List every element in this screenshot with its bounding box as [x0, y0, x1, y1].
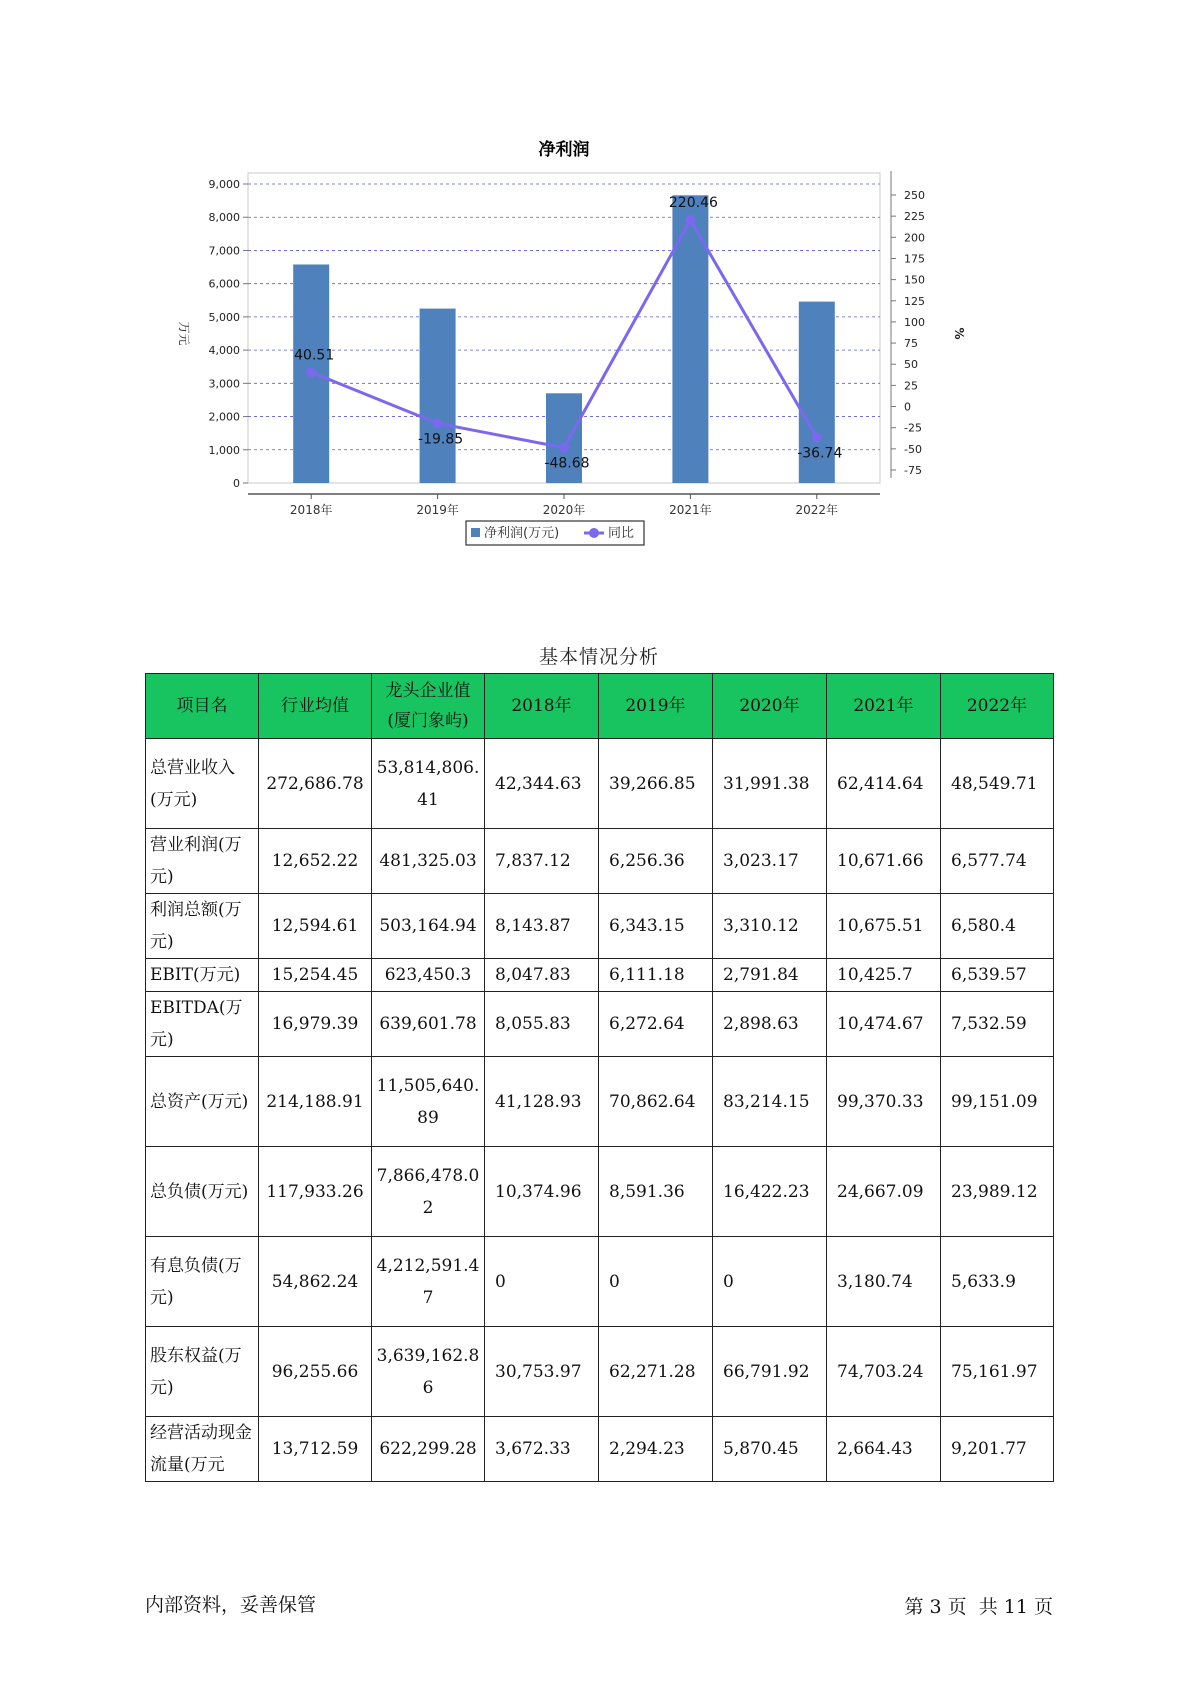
y-tick-label: 5,000 — [208, 310, 240, 324]
x-tick-label: 2021年 — [669, 503, 712, 517]
value-cell: 15,254.45 — [259, 959, 372, 992]
value-cell: 42,344.63 — [485, 739, 599, 829]
table-row — [146, 829, 1054, 894]
value-cell: 0 — [599, 1237, 713, 1327]
yoy-point — [306, 367, 316, 377]
value-cell: 23,989.12 — [941, 1147, 1054, 1237]
value-cell: 66,791.92 — [713, 1327, 827, 1417]
y-tick-label: 0 — [233, 477, 240, 490]
value-cell: 10,374.96 — [485, 1147, 599, 1237]
bar — [672, 195, 708, 483]
table-header-cell: 2019年 — [599, 674, 713, 739]
y-tick-label: 3,000 — [208, 377, 240, 391]
value-cell: 6,577.74 — [941, 829, 1054, 894]
value-cell: 0 — [713, 1237, 827, 1327]
value-cell: 3,180.74 — [827, 1237, 941, 1327]
value-cell: 3,310.12 — [713, 894, 827, 959]
value-cell: 6,111.18 — [599, 959, 713, 992]
value-cell: 13,712.59 — [259, 1417, 372, 1482]
value-cell: 10,425.7 — [827, 959, 941, 992]
yoy-data-label: -36.74 — [797, 445, 843, 462]
value-cell: 7,837.12 — [485, 829, 599, 894]
value-cell: 6,580.4 — [941, 894, 1054, 959]
row-label-cell: 总资产(万元) — [146, 1057, 259, 1147]
value-cell: 10,474.67 — [827, 992, 941, 1057]
value-cell: 12,652.22 — [259, 829, 372, 894]
table-header-row — [146, 674, 1054, 739]
x-tick-label: 2020年 — [542, 503, 586, 517]
value-cell: 31,991.38 — [713, 739, 827, 829]
row-label-cell: 经营活动现金流量(万元 — [146, 1417, 259, 1482]
value-cell: 30,753.97 — [485, 1327, 599, 1417]
value-cell: 117,933.26 — [259, 1147, 372, 1237]
y2-tick-label: 25 — [904, 379, 918, 393]
bar — [420, 309, 456, 483]
value-cell: 214,188.91 — [259, 1057, 372, 1147]
table-header-cell: 2022年 — [941, 674, 1054, 739]
value-cell: 10,671.66 — [827, 829, 941, 894]
value-cell: 6,272.64 — [599, 992, 713, 1057]
value-cell: 5,633.9 — [941, 1237, 1054, 1327]
y2-tick-label: 0 — [904, 400, 911, 414]
value-cell: 2,294.23 — [599, 1417, 713, 1482]
value-cell: 11,505,640.89 — [372, 1057, 485, 1147]
value-cell: 0 — [485, 1237, 599, 1327]
table-row — [146, 959, 1054, 992]
net-profit-chart — [170, 135, 970, 595]
y2-tick-label: 250 — [904, 189, 925, 202]
value-cell: 6,539.57 — [941, 959, 1054, 992]
table-header-cell: 2020年 — [713, 674, 827, 739]
value-cell: 7,866,478.02 — [372, 1147, 485, 1237]
row-label-cell: 有息负债(万元) — [146, 1237, 259, 1327]
value-cell: 48,549.71 — [941, 739, 1054, 829]
table-row — [146, 894, 1054, 959]
row-label-cell: 股东权益(万元) — [146, 1327, 259, 1417]
y-tick-label: 4,000 — [208, 344, 240, 358]
value-cell: 70,862.64 — [599, 1057, 713, 1147]
y2-tick-label: -25 — [904, 421, 922, 435]
y2-tick-label: 100 — [904, 315, 925, 329]
value-cell: 272,686.78 — [259, 739, 372, 829]
value-cell: 8,055.83 — [485, 992, 599, 1057]
chart-svg — [170, 135, 970, 595]
value-cell: 24,667.09 — [827, 1147, 941, 1237]
y2-tick-label: -75 — [904, 464, 922, 477]
table-title: 基本情况分析 — [538, 646, 659, 668]
value-cell: 6,256.36 — [599, 829, 713, 894]
value-cell: 54,862.24 — [259, 1237, 372, 1327]
value-cell: 96,255.66 — [259, 1327, 372, 1417]
y2-tick-label: 125 — [904, 294, 925, 308]
legend-line-label: 同比 — [608, 526, 635, 541]
y2-axis-label: % — [952, 327, 966, 340]
legend-line-marker — [589, 528, 599, 538]
yoy-point — [685, 215, 695, 225]
yoy-data-label: -19.85 — [418, 431, 464, 448]
yoy-data-label: 40.51 — [294, 347, 335, 364]
table-header-cell: 项目名 — [146, 674, 259, 739]
chart-title: 净利润 — [538, 140, 590, 160]
basic-analysis-table — [145, 673, 1054, 1482]
y2-tick-label: 175 — [904, 252, 925, 266]
value-cell: 39,266.85 — [599, 739, 713, 829]
y2-tick-label: -50 — [904, 442, 922, 456]
yoy-data-label: -48.68 — [544, 455, 590, 472]
table-row — [146, 1417, 1054, 1482]
x-tick-label: 2019年 — [416, 503, 459, 517]
y2-tick-label: 225 — [904, 210, 925, 224]
y-tick-label: 9,000 — [208, 178, 240, 191]
row-label-cell: 利润总额(万元) — [146, 894, 259, 959]
x-tick-label: 2022年 — [795, 503, 839, 517]
y-tick-label: 8,000 — [208, 211, 240, 225]
value-cell: 8,047.83 — [485, 959, 599, 992]
y-tick-label: 2,000 — [208, 410, 240, 424]
table-header-cell: 2018年 — [485, 674, 599, 739]
footer-page-number: 第 3 页 共 11 页 — [904, 1596, 1053, 1618]
value-cell: 83,214.15 — [713, 1057, 827, 1147]
value-cell: 6,343.15 — [599, 894, 713, 959]
value-cell: 12,594.61 — [259, 894, 372, 959]
yoy-data-label: 220.46 — [668, 194, 718, 211]
value-cell: 10,675.51 — [827, 894, 941, 959]
yoy-point — [433, 418, 443, 428]
yoy-point — [559, 443, 569, 453]
y-axis-label: 万元 — [177, 321, 191, 346]
value-cell: 622,299.28 — [372, 1417, 485, 1482]
value-cell: 2,898.63 — [713, 992, 827, 1057]
value-cell: 99,370.33 — [827, 1057, 941, 1147]
value-cell: 75,161.97 — [941, 1327, 1054, 1417]
value-cell: 41,128.93 — [485, 1057, 599, 1147]
row-label-cell: 总营业收入(万元) — [146, 739, 259, 829]
value-cell: 3,639,162.86 — [372, 1327, 485, 1417]
value-cell: 623,450.3 — [372, 959, 485, 992]
value-cell: 62,414.64 — [827, 739, 941, 829]
y-tick-label: 7,000 — [208, 244, 240, 258]
table-row — [146, 739, 1054, 829]
y2-tick-label: 75 — [904, 337, 918, 351]
value-cell: 8,143.87 — [485, 894, 599, 959]
value-cell: 4,212,591.47 — [372, 1237, 485, 1327]
value-cell: 53,814,806.41 — [372, 739, 485, 829]
legend-bar-label: 净利润(万元) — [484, 526, 560, 541]
y2-tick-label: 50 — [904, 358, 918, 372]
footer-confidential-note: 内部资料，妥善保管 — [145, 1594, 317, 1616]
value-cell: 62,271.28 — [599, 1327, 713, 1417]
y2-tick-label: 150 — [904, 273, 925, 287]
value-cell: 3,672.33 — [485, 1417, 599, 1482]
row-label-cell: 总负债(万元) — [146, 1147, 259, 1237]
legend-bar-swatch — [471, 528, 480, 537]
table-row — [146, 1237, 1054, 1327]
value-cell: 2,791.84 — [713, 959, 827, 992]
table-row — [146, 1327, 1054, 1417]
value-cell: 2,664.43 — [827, 1417, 941, 1482]
value-cell: 7,532.59 — [941, 992, 1054, 1057]
table-row — [146, 1147, 1054, 1237]
value-cell: 481,325.03 — [372, 829, 485, 894]
value-cell: 99,151.09 — [941, 1057, 1054, 1147]
table-header-cell: 2021年 — [827, 674, 941, 739]
yoy-point — [812, 433, 822, 443]
y-tick-label: 1,000 — [208, 443, 240, 457]
value-cell: 3,023.17 — [713, 829, 827, 894]
value-cell: 5,870.45 — [713, 1417, 827, 1482]
row-label-cell: EBIT(万元) — [146, 959, 259, 992]
value-cell: 16,979.39 — [259, 992, 372, 1057]
value-cell: 8,591.36 — [599, 1147, 713, 1237]
table-row — [146, 992, 1054, 1057]
y-tick-label: 6,000 — [208, 277, 240, 291]
value-cell: 9,201.77 — [941, 1417, 1054, 1482]
x-tick-label: 2018年 — [289, 503, 333, 517]
table-header-cell: 行业均值 — [259, 674, 372, 739]
table-row — [146, 1057, 1054, 1147]
table-header-cell: 龙头企业值(厦门象屿) — [372, 674, 485, 739]
value-cell: 639,601.78 — [372, 992, 485, 1057]
value-cell: 16,422.23 — [713, 1147, 827, 1237]
value-cell: 74,703.24 — [827, 1327, 941, 1417]
value-cell: 503,164.94 — [372, 894, 485, 959]
row-label-cell: EBITDA(万元) — [146, 992, 259, 1057]
row-label-cell: 营业利润(万元) — [146, 829, 259, 894]
y2-tick-label: 200 — [904, 231, 925, 245]
